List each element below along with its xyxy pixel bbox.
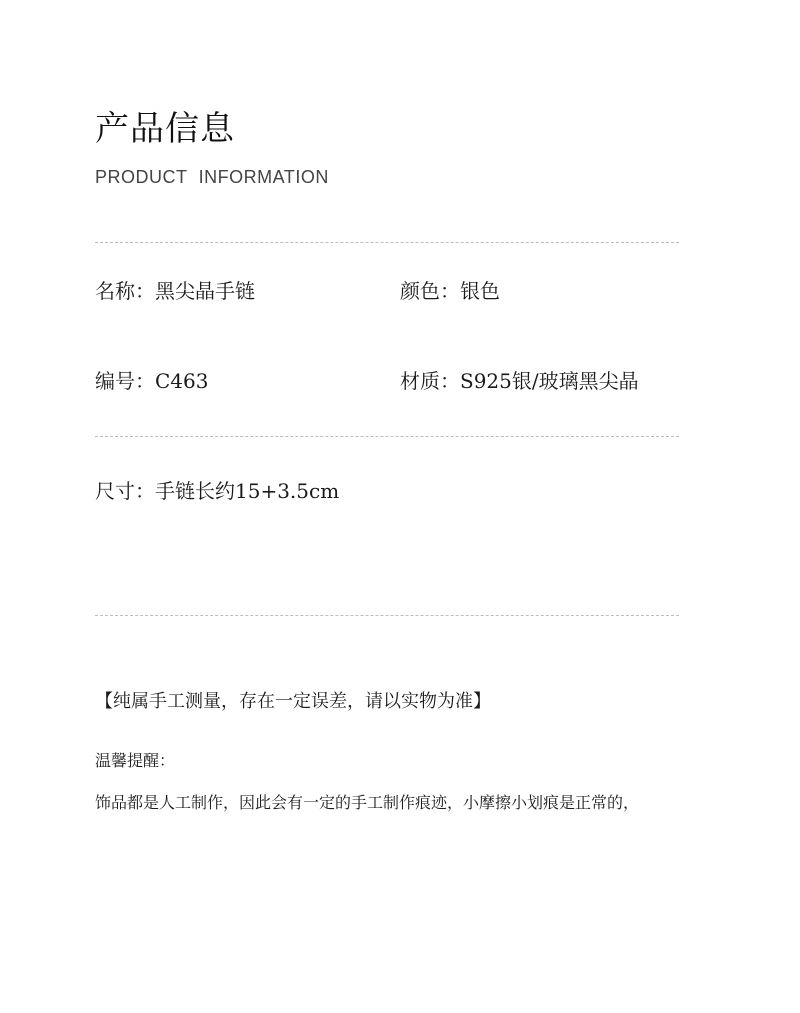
product-material: 材质：S925银/玻璃黑尖晶 bbox=[400, 369, 639, 393]
measurement-note: 【纯属手工测量，存在一定误差，请以实物为准】 bbox=[95, 691, 491, 712]
product-name: 名称：黑尖晶手链 bbox=[95, 279, 255, 303]
reminder-body: 饰品都是人工制作，因此会有一定的手工制作痕迹，小摩擦小划痕是正常的， bbox=[95, 793, 640, 812]
dashed-divider bbox=[95, 615, 679, 616]
dashed-divider bbox=[95, 436, 679, 437]
product-size: 尺寸：手链长约15+3.5cm bbox=[95, 479, 340, 503]
page-title: 产品信息 bbox=[95, 109, 235, 149]
reminder-title: 温馨提醒： bbox=[95, 751, 176, 770]
product-color: 颜色：银色 bbox=[400, 279, 500, 303]
dashed-divider bbox=[95, 242, 679, 243]
product-code: 编号：C463 bbox=[95, 369, 209, 393]
page-subtitle: PRODUCT INFORMATION bbox=[95, 167, 329, 187]
